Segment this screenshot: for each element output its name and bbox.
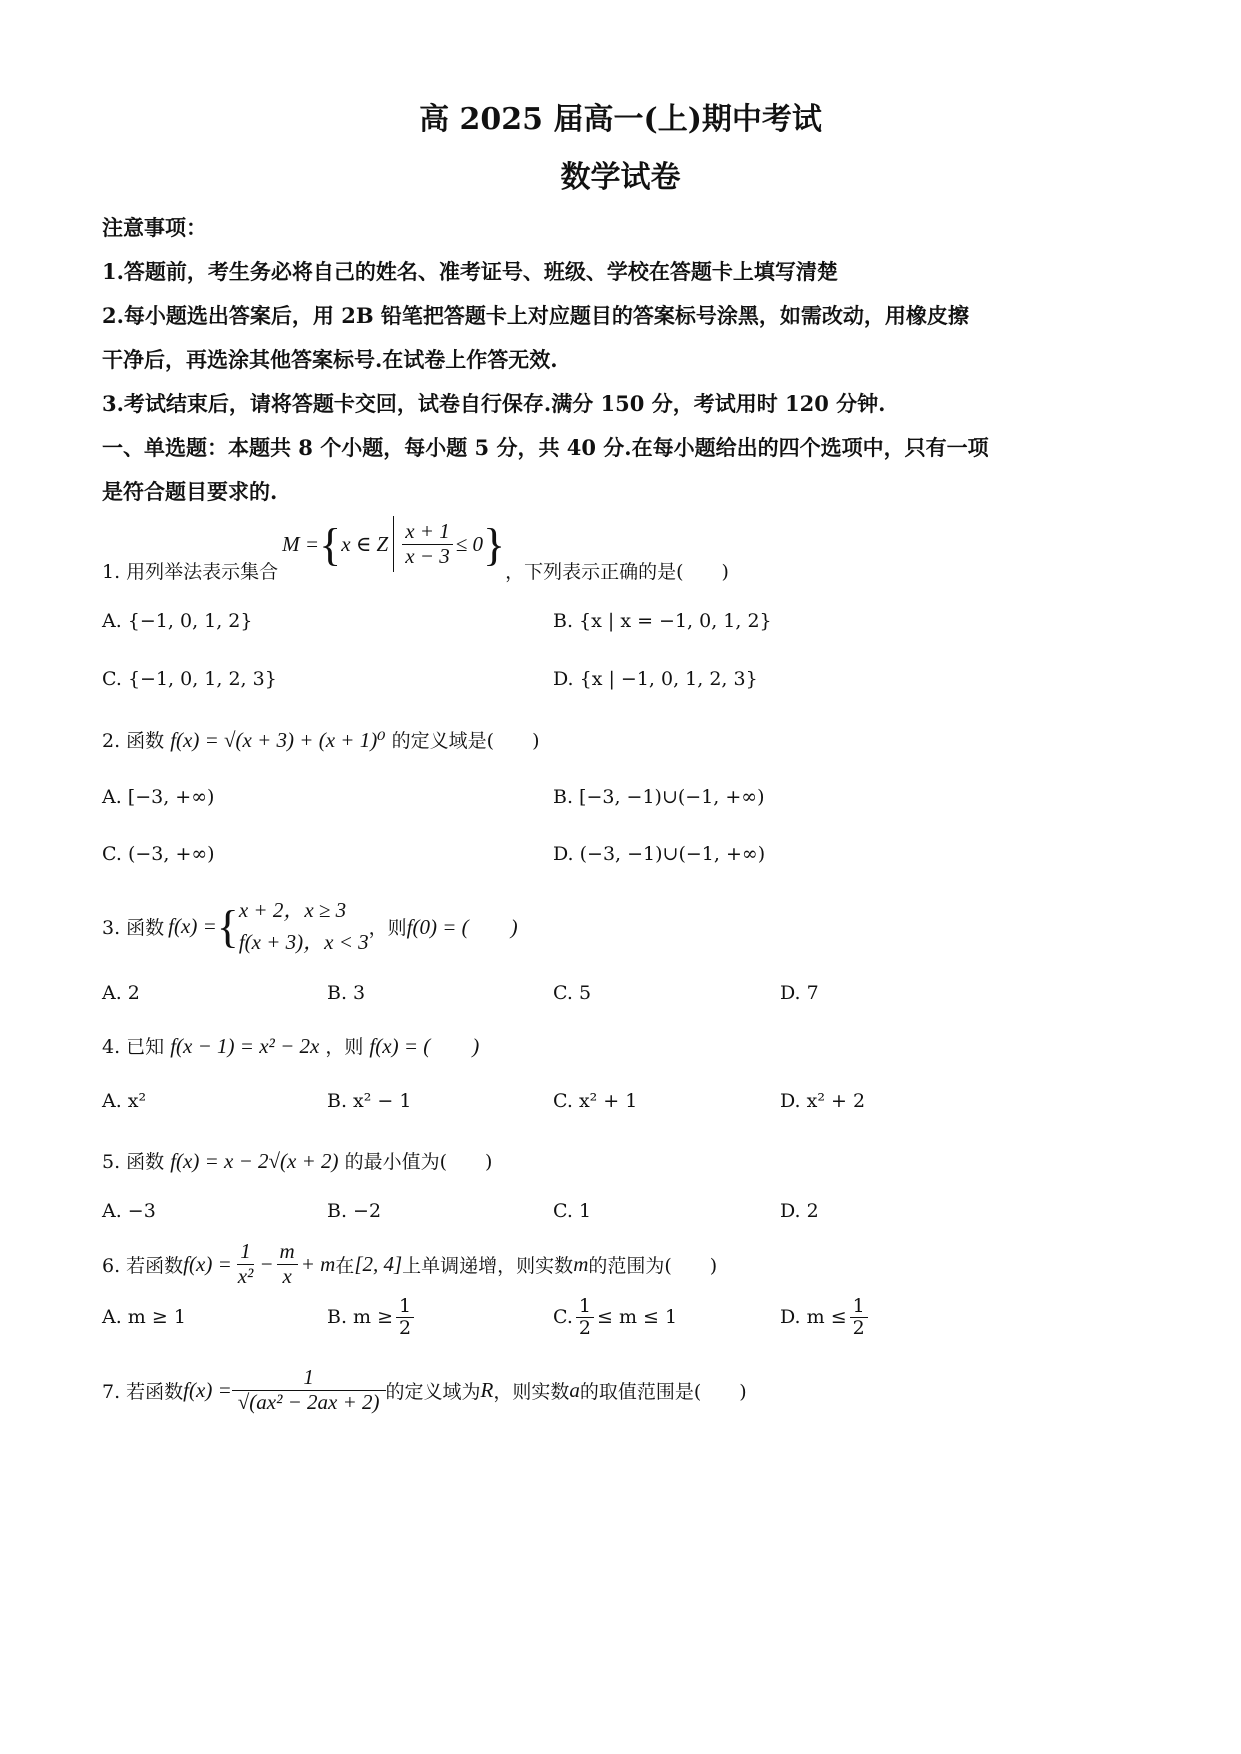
q4-formula: f(x − 1) = x² − 2x <box>170 1034 320 1058</box>
q6-b-half-num: 1 <box>396 1296 414 1318</box>
q3-after: f(0) = ( ) <box>406 915 518 939</box>
q6-option-d-text: D. m ≤ <box>780 1306 847 1329</box>
q7-R: R <box>480 1377 494 1402</box>
q6-c-half-num: 1 <box>576 1296 594 1318</box>
exam-title: 高 2025 届高一(上)期中考试 <box>419 102 822 137</box>
question-1 <box>102 518 729 598</box>
q4-option-c[interactable]: C. x² + 1 <box>553 1090 638 1112</box>
q3-brace: { <box>216 900 239 952</box>
q4-after: f(x) = ( ) <box>369 1034 480 1058</box>
q1-option-c[interactable]: C. {−1, 0, 1, 2, 3} <box>102 668 277 690</box>
question-4 <box>102 1030 479 1060</box>
q2-option-b[interactable]: B. [−3, −1)∪(−1, +∞) <box>553 786 765 808</box>
q6-option-a[interactable]: A. m ≥ 1 <box>102 1306 186 1328</box>
q3-case-2: f(x + 3)，x < 3 <box>238 930 369 954</box>
q6-interval: [2, 4] <box>354 1251 403 1276</box>
q3-piecewise <box>168 894 368 958</box>
q1-cond: ≤ 0 <box>455 531 484 556</box>
question-3 <box>102 893 518 959</box>
q7-formula <box>183 1366 385 1413</box>
question-5 <box>102 1147 492 1174</box>
q4-option-a[interactable]: A. x² <box>102 1090 147 1112</box>
q7-prefix: 7. 若函数 <box>102 1380 184 1403</box>
q2-option-c[interactable]: C. (−3, +∞) <box>102 843 215 865</box>
q6-option-d[interactable] <box>780 1296 871 1339</box>
q5-option-a[interactable]: A. −3 <box>102 1200 156 1222</box>
q6-option-c-tail: ≤ m ≤ 1 <box>597 1306 678 1329</box>
q6-option-c-half <box>576 1296 594 1339</box>
q1-prefix: 1. 用列举法表示集合 <box>102 561 279 583</box>
question-6 <box>102 1236 717 1292</box>
q4-prefix: 4. 已知 <box>102 1036 165 1058</box>
q6-lhs: f(x) = <box>183 1251 232 1276</box>
q3-prefix: 3. 函数 <box>102 916 165 939</box>
note-1: 1.答题前，考生务必将自己的姓名、准考证号、班级、学校在答题卡上填写清楚 <box>102 259 838 284</box>
section-heading-2: 是符合题目要求的. <box>102 479 278 504</box>
note-2a: 2.每小题选出答案后，用 2B 铅笔把答题卡上对应题目的答案标号涂黑，如需改动，用橡皮擦 <box>102 303 969 328</box>
q5-prefix: 5. 函数 <box>102 1151 165 1173</box>
q1-set-formula <box>282 516 505 572</box>
section-heading-1: 一、单选题：本题共 8 个小题，每小题 5 分，共 40 分.在每小题给出的四个选项中，只有一项 <box>102 435 989 460</box>
q6-prefix: 6. 若函数 <box>102 1254 184 1277</box>
q7-lhs: f(x) = <box>183 1377 232 1402</box>
note-3: 3.考试结束后，请将答题卡交回，试卷自行保存.满分 150 分，考试用时 120 分钟. <box>102 391 886 416</box>
q5-option-d[interactable]: D. 2 <box>780 1200 819 1222</box>
q6-b-half-den: 2 <box>399 1316 412 1339</box>
q3-option-c[interactable]: C. 5 <box>553 982 592 1004</box>
q6-d-half-den: 2 <box>852 1316 865 1339</box>
q1-lhs: M = <box>282 531 320 556</box>
q4-suffix: ，则 <box>325 1036 364 1058</box>
q6-suffix-3: 的范围为( ) <box>588 1254 718 1277</box>
q6-option-b-half <box>396 1296 414 1339</box>
q1-suffix: ，下列表示正确的是( ) <box>505 561 729 583</box>
q6-frac-1 <box>235 1240 257 1287</box>
q6-option-b-text: B. m ≥ <box>327 1306 394 1329</box>
q1-right-brace: } <box>483 518 506 570</box>
q7-suffix-2: ，则实数 <box>493 1380 570 1403</box>
q1-option-a[interactable]: A. {−1, 0, 1, 2} <box>102 610 253 632</box>
note-2b: 干净后，再选涂其他答案标号.在试卷上作答无效. <box>102 347 558 372</box>
q1-bar <box>393 516 394 572</box>
q7-fraction <box>235 1366 383 1413</box>
q4-option-b[interactable]: B. x² − 1 <box>327 1090 412 1112</box>
q1-option-b[interactable]: B. {x | x = −1, 0, 1, 2} <box>553 610 772 632</box>
q6-var: m <box>573 1251 589 1276</box>
q1-den: x − 3 <box>405 543 450 568</box>
q3-lhs: f(x) = <box>168 913 217 938</box>
q5-option-c[interactable]: C. 1 <box>553 1200 592 1222</box>
q6-minus: − <box>259 1251 274 1276</box>
q7-suffix-3: 的取值范围是( ) <box>579 1380 747 1403</box>
q1-fraction <box>402 520 453 567</box>
q6-option-c[interactable] <box>553 1296 677 1339</box>
q2-suffix: 的定义域是( ) <box>391 730 540 752</box>
q1-left-brace: { <box>319 518 342 570</box>
q5-suffix: 的最小值为( ) <box>344 1151 493 1173</box>
q3-option-a[interactable]: A. 2 <box>102 982 140 1004</box>
question-2 <box>102 726 539 753</box>
q2-option-d[interactable]: D. (−3, −1)∪(−1, +∞) <box>553 843 766 865</box>
question-7 <box>102 1360 747 1420</box>
q6-option-d-half <box>850 1296 868 1339</box>
q6-frac-2-num: m <box>277 1240 298 1264</box>
q6-option-c-text: C. <box>553 1306 573 1329</box>
q3-option-b[interactable]: B. 3 <box>327 982 366 1004</box>
q7-suffix: 的定义域为 <box>385 1380 481 1403</box>
q6-option-b[interactable] <box>327 1296 417 1339</box>
q5-formula: f(x) = x − 2√(x + 2) <box>170 1149 339 1173</box>
q7-num: 1 <box>232 1366 386 1390</box>
q1-option-d[interactable]: D. {x | −1, 0, 1, 2, 3} <box>553 668 758 690</box>
q2-prefix: 2. 函数 <box>102 730 165 752</box>
q3-suffix: ，则 <box>368 916 407 939</box>
q3-option-d[interactable]: D. 7 <box>780 982 819 1004</box>
q6-suffix-2: 上单调递增，则实数 <box>402 1254 574 1277</box>
q1-set-var: x ∈ Z <box>341 531 389 556</box>
q6-frac-1-num: 1 <box>237 1240 254 1264</box>
q2-formula: f(x) = √(x + 3) + (x + 1)⁰ <box>170 728 386 752</box>
q1-num: x + 1 <box>402 520 453 544</box>
exam-subtitle: 数学试卷 <box>560 160 681 195</box>
q6-formula <box>183 1240 335 1287</box>
q2-option-a[interactable]: A. [−3, +∞) <box>102 786 215 808</box>
q6-d-half-num: 1 <box>850 1296 868 1318</box>
notes-heading: 注意事项： <box>102 215 207 240</box>
q7-den: √(ax² − 2ax + 2) <box>237 1389 380 1414</box>
q6-suffix: 在 <box>335 1254 355 1277</box>
q6-c-half-den: 2 <box>578 1316 591 1339</box>
q6-frac-2-den: x <box>282 1263 292 1288</box>
q7-var: a <box>569 1377 580 1402</box>
q6-frac-2 <box>277 1240 298 1287</box>
q3-case-1: x + 2，x ≥ 3 <box>238 898 347 922</box>
q6-frac-1-den: x² <box>237 1263 254 1288</box>
q3-cases <box>239 894 369 958</box>
q4-option-d[interactable]: D. x² + 2 <box>780 1090 866 1112</box>
q6-tail: + m <box>300 1251 336 1276</box>
q5-option-b[interactable]: B. −2 <box>327 1200 382 1222</box>
